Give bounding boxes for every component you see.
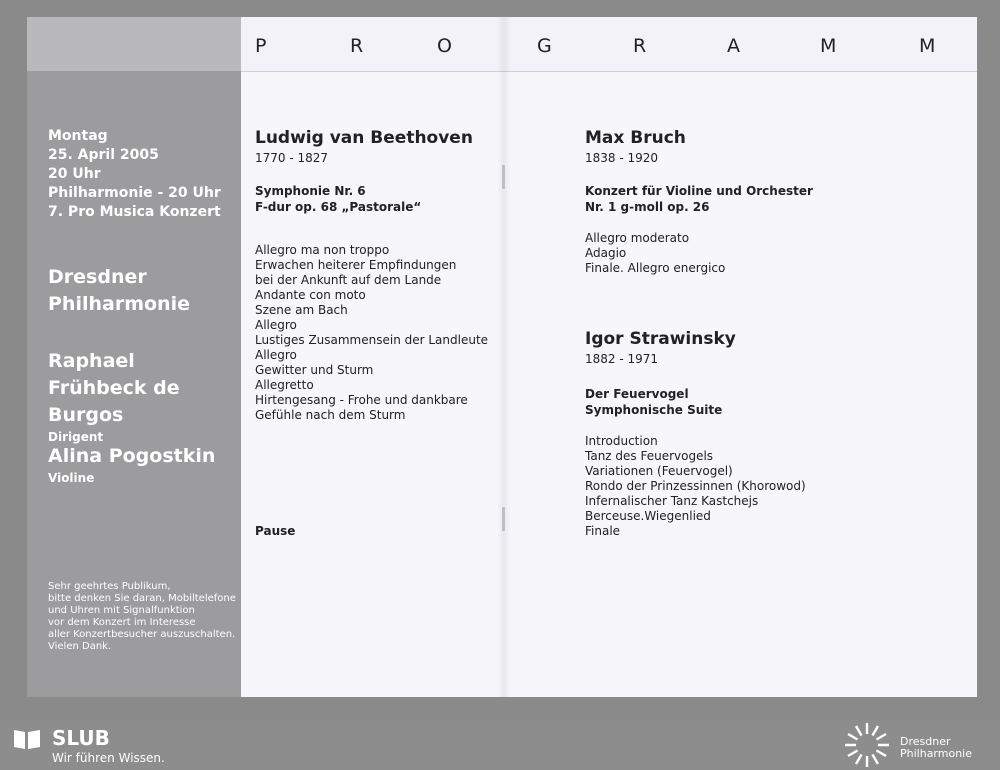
- work-title-line: Der Feuervogel: [585, 387, 689, 401]
- conductor: [48, 348, 241, 445]
- orchestra-line: Philharmonie: [48, 293, 190, 315]
- movement: bei der Ankunft auf dem Lande: [255, 273, 442, 287]
- program-letter: M: [820, 35, 837, 57]
- notice-line: und Uhren mit Signalfunktion: [48, 605, 195, 616]
- composer-beethoven: Ludwig van Beethoven: [255, 128, 473, 148]
- movement: Gewitter und Sturm: [255, 363, 374, 377]
- concert-venue: Philharmonie - 20 Uhr: [48, 185, 221, 201]
- movement: Finale: [585, 524, 621, 538]
- audience-notice: [48, 581, 238, 653]
- movement: Tanz des Feuervogels: [585, 449, 714, 463]
- movement: Allegro: [255, 348, 297, 362]
- notice-line: bitte denken Sie daran, Mobiltelefone: [48, 593, 236, 604]
- intermission: Pause: [255, 524, 296, 538]
- movement: Hirtengesang - Frohe und dankbare: [255, 393, 468, 407]
- partner-name-line: Philharmonie: [900, 747, 972, 760]
- movement-list: [255, 243, 488, 423]
- philharmonie-logo-icon: [842, 720, 892, 770]
- page-fold: [497, 17, 511, 697]
- movement: Infernalischer Tanz Kastchejs: [585, 494, 759, 508]
- movement-list: [585, 231, 725, 276]
- program-heading: [255, 35, 955, 59]
- movement: Variationen (Feuervogel): [585, 464, 733, 478]
- slub-logo-name: SLUB: [52, 726, 110, 750]
- work-title: [585, 183, 813, 215]
- work-title-line: F-dur op. 68 „Pastorale“: [255, 200, 422, 214]
- book-icon: [12, 727, 42, 751]
- movement: Finale. Allegro energico: [585, 261, 726, 275]
- movement: Allegro ma non troppo: [255, 243, 390, 257]
- movement-list: [585, 434, 806, 539]
- conductor-role: Dirigent: [48, 430, 104, 444]
- work-title-line: Symphonische Suite: [585, 403, 723, 417]
- concert-series: 7. Pro Musica Konzert: [48, 204, 221, 220]
- orchestra-name: [48, 264, 190, 318]
- movement: Szene am Bach: [255, 303, 348, 317]
- notice-line: vor dem Konzert im Interesse: [48, 617, 196, 628]
- orchestra-line: Dresdner: [48, 266, 147, 288]
- program-letter: P: [255, 35, 267, 57]
- movement: Erwachen heiterer Empfindungen: [255, 258, 457, 272]
- composer-years: 1882 - 1971: [585, 352, 659, 366]
- movement: Allegro moderato: [585, 231, 690, 245]
- work-title-line: Konzert für Violine und Orchester: [585, 184, 813, 198]
- movement: Rondo der Prinzessinnen (Khorowod): [585, 479, 806, 493]
- work-title: [585, 386, 722, 418]
- composer-bruch: Max Bruch: [585, 128, 686, 148]
- slub-slogan: Wir führen Wissen.: [52, 751, 165, 765]
- staple-mark: [502, 165, 505, 189]
- movement: Allegretto: [255, 378, 314, 392]
- notice-line: aller Konzertbesucher auszuschalten.: [48, 629, 236, 640]
- composer-years: 1770 - 1827: [255, 151, 329, 165]
- partner-name-line: Dresdner: [900, 735, 951, 748]
- program-letter: G: [537, 35, 552, 57]
- composer-years: 1838 - 1920: [585, 151, 659, 165]
- staple-mark: [502, 507, 505, 531]
- composer-strawinsky: Igor Strawinsky: [585, 329, 736, 349]
- soloist-role: Violine: [48, 471, 95, 485]
- movement: Gefühle nach dem Sturm: [255, 408, 406, 422]
- work-title: [255, 183, 421, 215]
- program-letter: A: [727, 35, 740, 57]
- movement: Allegro: [255, 318, 297, 332]
- work-title-line: Nr. 1 g-moll op. 26: [585, 200, 710, 214]
- conductor-name-line: Raphael: [48, 350, 135, 372]
- concert-time: 20 Uhr: [48, 166, 101, 182]
- philharmonie-logo-name: [900, 736, 972, 760]
- concert-day: Montag: [48, 128, 108, 144]
- movement: Introduction: [585, 434, 658, 448]
- movement: Andante con moto: [255, 288, 366, 302]
- concert-date: 25. April 2005: [48, 147, 159, 163]
- program-letter: O: [437, 35, 452, 57]
- soloist: [48, 443, 215, 486]
- program-letter: M: [919, 35, 936, 57]
- movement: Berceuse.Wiegenlied: [585, 509, 711, 523]
- program-letter: R: [633, 35, 647, 57]
- work-title-line: Symphonie Nr. 6: [255, 184, 366, 198]
- header-gray-block: [27, 17, 241, 71]
- conductor-name-line: Frühbeck de Burgos: [48, 377, 180, 426]
- notice-line: Vielen Dank.: [48, 641, 112, 652]
- movement: Adagio: [585, 246, 627, 260]
- concert-info-sidebar: [27, 71, 241, 697]
- soloist-name: Alina Pogostkin: [48, 445, 216, 467]
- movement: Lustiges Zusammensein der Landleute: [255, 333, 489, 347]
- notice-line: Sehr geehrtes Publikum,: [48, 581, 171, 592]
- concert-details: [48, 127, 221, 222]
- program-letter: R: [350, 35, 364, 57]
- program-spread: [27, 17, 977, 697]
